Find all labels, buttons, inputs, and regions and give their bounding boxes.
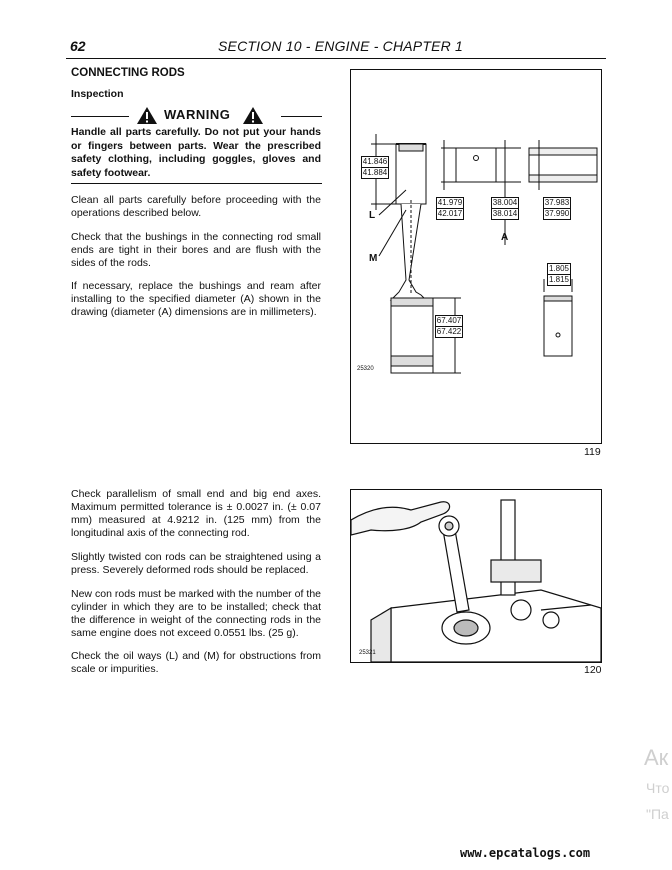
dim-bushing-outer	[436, 197, 464, 220]
dim-bushing-right	[543, 197, 571, 220]
footer-site-link[interactable]: www.epcatalogs.com	[460, 846, 591, 860]
warning-triangle-icon	[242, 106, 264, 125]
dim-value: 38.004	[492, 198, 518, 207]
warning-divider	[71, 183, 322, 184]
warning-label: WARNING	[164, 107, 231, 122]
header-divider	[66, 58, 606, 59]
figure-number: 119	[584, 446, 601, 458]
dim-value: 38.014	[492, 209, 518, 218]
warning-line-right	[281, 116, 322, 117]
figure-parallelism-check	[350, 489, 602, 663]
warning-line-left	[71, 116, 129, 117]
watermark-text: Ак	[644, 745, 669, 770]
figure-code: 25320	[357, 366, 374, 372]
paragraph: Slightly twisted con rods can be straightened using a press. Severely deformed rods should be replaced.	[71, 551, 321, 576]
paragraph: New con rods must be marked with the number of the cylinder in which they are to be installed; check that the difference in weight of the connecting rods in the same engine does not exceed 0.0551 lbs. (25 g).	[71, 588, 321, 639]
figure-connecting-rod-dimensions	[350, 69, 602, 444]
dim-value: 42.017	[437, 209, 463, 218]
paragraph: Clean all parts carefully before proceeding with the operations described below.	[71, 194, 321, 219]
page-heading: CONNECTING RODS	[71, 67, 185, 79]
warning-text: Handle all parts carefully. Do not put your hands or fingers between parts. Wear the prescribed safety clothing, including goggles, gloves and safety footwear.	[71, 126, 321, 179]
warning-banner	[71, 106, 322, 126]
dim-value: 1.805	[548, 264, 570, 273]
connecting-rod-drawing	[351, 70, 601, 443]
dim-shell-thickness	[547, 263, 571, 286]
paragraph: If necessary, replace the bushings and ream after installing to the specified diameter (A) shown in the drawing (diameter (A) dimensions are in millimeters).	[71, 280, 321, 318]
dim-value: 41.884	[362, 168, 388, 177]
section-title: SECTION 10 - ENGINE - CHAPTER 1	[218, 38, 464, 54]
watermark-text: "Па	[646, 806, 669, 822]
dim-bushing-inner	[491, 197, 519, 220]
label-M: M	[369, 253, 378, 264]
label-A: A	[501, 232, 509, 243]
warning-triangle-icon	[136, 106, 158, 125]
parallelism-check-drawing	[351, 490, 601, 662]
subheading: Inspection	[71, 88, 124, 100]
dim-value: 37.990	[544, 209, 570, 218]
label-L: L	[369, 210, 376, 221]
figure-number: 120	[584, 664, 602, 676]
paragraph: Check parallelism of small end and big end axes. Maximum permitted tolerance is ± 0.0027 in. (± 0.07 mm) measured at 4.9212 in. (125 mm) from the longitudinal axis of the connecting rod.	[71, 488, 321, 539]
page-number: 62	[70, 38, 86, 54]
dim-value: 37.983	[544, 198, 570, 207]
dim-value: 67.422	[436, 327, 462, 336]
dim-value: 1.815	[548, 275, 570, 284]
dim-value: 41.846	[362, 157, 388, 166]
dim-value: 41.979	[437, 198, 463, 207]
paragraph: Check the oil ways (L) and (M) for obstructions from scale or impurities.	[71, 650, 321, 675]
dim-big-end	[435, 315, 463, 338]
dim-small-end	[361, 156, 389, 179]
figure-code: 25321	[359, 650, 376, 656]
dim-value: 67.407	[436, 316, 462, 325]
paragraph: Check that the bushings in the connecting rod small ends are tight in their bores and are flush with the sides of the rods.	[71, 231, 321, 269]
watermark-text: Что	[646, 780, 670, 796]
